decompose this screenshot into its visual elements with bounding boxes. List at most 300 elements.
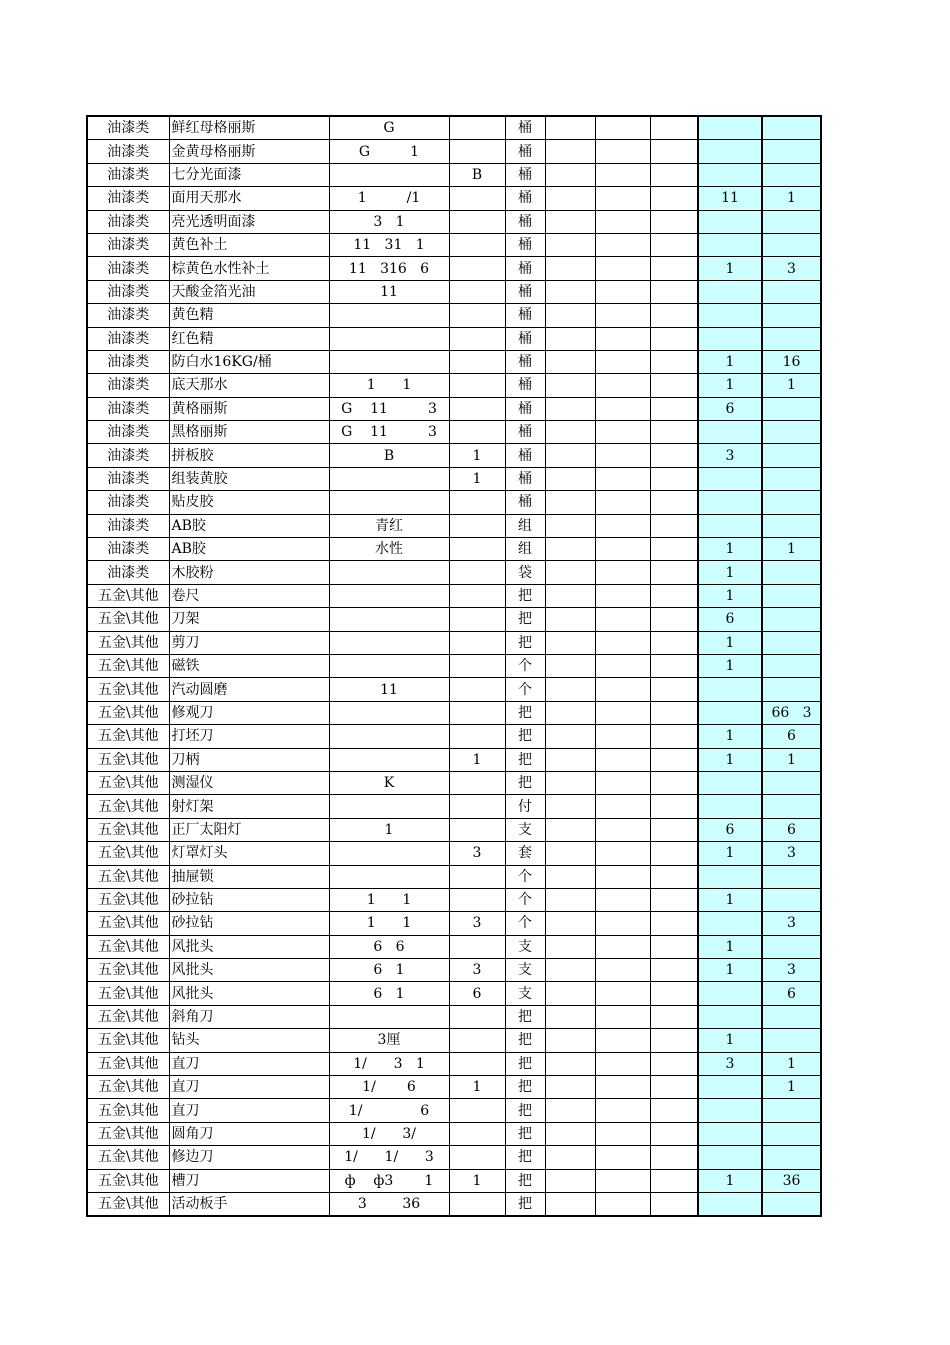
spec-cell[interactable]: K	[329, 771, 449, 794]
qty-k-cell[interactable]: 1	[698, 654, 762, 677]
col-i-cell[interactable]	[595, 701, 650, 724]
extra-cell[interactable]: 3	[449, 959, 505, 982]
qty-l-cell[interactable]: 1	[762, 1052, 821, 1075]
spec-cell[interactable]: 3厘	[329, 1029, 449, 1052]
col-h-cell[interactable]	[545, 187, 595, 210]
extra-cell[interactable]: B	[449, 163, 505, 186]
col-j-cell[interactable]	[650, 374, 698, 397]
category-cell[interactable]: 油漆类	[87, 561, 169, 584]
qty-k-cell[interactable]	[698, 280, 762, 303]
qty-k-cell[interactable]: 1	[698, 959, 762, 982]
col-j-cell[interactable]	[650, 1122, 698, 1145]
extra-cell[interactable]	[449, 327, 505, 350]
qty-l-cell[interactable]	[762, 280, 821, 303]
item-name-cell[interactable]: 黑格丽斯	[169, 421, 329, 444]
col-j-cell[interactable]	[650, 935, 698, 958]
col-h-cell[interactable]	[545, 818, 595, 841]
item-name-cell[interactable]: 修边刀	[169, 1146, 329, 1169]
col-j-cell[interactable]	[650, 842, 698, 865]
col-j-cell[interactable]	[650, 491, 698, 514]
item-name-cell[interactable]: 贴皮胶	[169, 491, 329, 514]
unit-cell[interactable]: 个	[505, 654, 545, 677]
col-j-cell[interactable]	[650, 350, 698, 373]
qty-k-cell[interactable]: 3	[698, 444, 762, 467]
qty-k-cell[interactable]: 1	[698, 561, 762, 584]
col-i-cell[interactable]	[595, 584, 650, 607]
extra-cell[interactable]: 3	[449, 912, 505, 935]
col-j-cell[interactable]	[650, 725, 698, 748]
extra-cell[interactable]	[449, 397, 505, 420]
col-h-cell[interactable]	[545, 233, 595, 256]
extra-cell[interactable]	[449, 116, 505, 140]
category-cell[interactable]: 油漆类	[87, 397, 169, 420]
col-j-cell[interactable]	[650, 959, 698, 982]
col-h-cell[interactable]	[545, 374, 595, 397]
col-j-cell[interactable]	[650, 1099, 698, 1122]
category-cell[interactable]: 五金\其他	[87, 631, 169, 654]
extra-cell[interactable]	[449, 1192, 505, 1216]
category-cell[interactable]: 五金\其他	[87, 1029, 169, 1052]
col-i-cell[interactable]	[595, 912, 650, 935]
col-i-cell[interactable]	[595, 257, 650, 280]
category-cell[interactable]: 五金\其他	[87, 725, 169, 748]
category-cell[interactable]: 油漆类	[87, 538, 169, 561]
unit-cell[interactable]: 袋	[505, 561, 545, 584]
unit-cell[interactable]: 桶	[505, 491, 545, 514]
col-i-cell[interactable]	[595, 444, 650, 467]
extra-cell[interactable]	[449, 1099, 505, 1122]
extra-cell[interactable]	[449, 187, 505, 210]
col-j-cell[interactable]	[650, 748, 698, 771]
col-h-cell[interactable]	[545, 959, 595, 982]
category-cell[interactable]: 五金\其他	[87, 818, 169, 841]
col-j-cell[interactable]	[650, 654, 698, 677]
qty-l-cell[interactable]: 3	[762, 959, 821, 982]
unit-cell[interactable]: 桶	[505, 327, 545, 350]
item-name-cell[interactable]: 黄格丽斯	[169, 397, 329, 420]
extra-cell[interactable]	[449, 631, 505, 654]
qty-k-cell[interactable]: 1	[698, 842, 762, 865]
col-h-cell[interactable]	[545, 935, 595, 958]
item-name-cell[interactable]: 打坯刀	[169, 725, 329, 748]
item-name-cell[interactable]: 剪刀	[169, 631, 329, 654]
qty-l-cell[interactable]: 16	[762, 350, 821, 373]
unit-cell[interactable]: 套	[505, 842, 545, 865]
col-j-cell[interactable]	[650, 514, 698, 537]
col-j-cell[interactable]	[650, 865, 698, 888]
qty-k-cell[interactable]	[698, 210, 762, 233]
spec-cell[interactable]: G	[329, 116, 449, 140]
category-cell[interactable]: 油漆类	[87, 514, 169, 537]
qty-k-cell[interactable]	[698, 795, 762, 818]
unit-cell[interactable]: 桶	[505, 280, 545, 303]
unit-cell[interactable]: 桶	[505, 187, 545, 210]
item-name-cell[interactable]: 风批头	[169, 935, 329, 958]
spec-cell[interactable]	[329, 491, 449, 514]
qty-k-cell[interactable]	[698, 912, 762, 935]
unit-cell[interactable]: 桶	[505, 210, 545, 233]
qty-k-cell[interactable]: 3	[698, 1052, 762, 1075]
col-h-cell[interactable]	[545, 257, 595, 280]
unit-cell[interactable]: 把	[505, 1169, 545, 1192]
item-name-cell[interactable]: 灯罩灯头	[169, 842, 329, 865]
qty-l-cell[interactable]: 3	[762, 842, 821, 865]
col-i-cell[interactable]	[595, 678, 650, 701]
col-h-cell[interactable]	[545, 725, 595, 748]
item-name-cell[interactable]: 防白水16KG/桶	[169, 350, 329, 373]
spec-cell[interactable]	[329, 865, 449, 888]
qty-l-cell[interactable]: 66 3	[762, 701, 821, 724]
unit-cell[interactable]: 桶	[505, 374, 545, 397]
unit-cell[interactable]: 桶	[505, 444, 545, 467]
qty-k-cell[interactable]: 1	[698, 631, 762, 654]
qty-k-cell[interactable]: 1	[698, 374, 762, 397]
category-cell[interactable]: 五金\其他	[87, 1076, 169, 1099]
col-i-cell[interactable]	[595, 795, 650, 818]
qty-l-cell[interactable]	[762, 888, 821, 911]
col-i-cell[interactable]	[595, 491, 650, 514]
col-i-cell[interactable]	[595, 280, 650, 303]
qty-k-cell[interactable]	[698, 421, 762, 444]
qty-k-cell[interactable]: 1	[698, 538, 762, 561]
unit-cell[interactable]: 桶	[505, 397, 545, 420]
qty-l-cell[interactable]	[762, 678, 821, 701]
category-cell[interactable]: 五金\其他	[87, 771, 169, 794]
col-i-cell[interactable]	[595, 935, 650, 958]
qty-k-cell[interactable]	[698, 1076, 762, 1099]
extra-cell[interactable]: 1	[449, 748, 505, 771]
extra-cell[interactable]: 3	[449, 842, 505, 865]
col-h-cell[interactable]	[545, 888, 595, 911]
spec-cell[interactable]	[329, 584, 449, 607]
spec-cell[interactable]: B	[329, 444, 449, 467]
col-i-cell[interactable]	[595, 514, 650, 537]
item-name-cell[interactable]: 磁铁	[169, 654, 329, 677]
category-cell[interactable]: 五金\其他	[87, 748, 169, 771]
col-h-cell[interactable]	[545, 1122, 595, 1145]
qty-k-cell[interactable]	[698, 233, 762, 256]
qty-l-cell[interactable]: 6	[762, 982, 821, 1005]
extra-cell[interactable]	[449, 888, 505, 911]
spec-cell[interactable]: ф ф3 1	[329, 1169, 449, 1192]
col-i-cell[interactable]	[595, 1169, 650, 1192]
item-name-cell[interactable]: 钻头	[169, 1029, 329, 1052]
col-i-cell[interactable]	[595, 1192, 650, 1216]
item-name-cell[interactable]: 组装黄胶	[169, 467, 329, 490]
qty-k-cell[interactable]	[698, 865, 762, 888]
col-i-cell[interactable]	[595, 538, 650, 561]
col-h-cell[interactable]	[545, 304, 595, 327]
item-name-cell[interactable]: 七分光面漆	[169, 163, 329, 186]
item-name-cell[interactable]: 风批头	[169, 959, 329, 982]
item-name-cell[interactable]: 棕黄色水性补土	[169, 257, 329, 280]
col-i-cell[interactable]	[595, 374, 650, 397]
qty-l-cell[interactable]: 6	[762, 725, 821, 748]
col-i-cell[interactable]	[595, 748, 650, 771]
category-cell[interactable]: 五金\其他	[87, 1169, 169, 1192]
category-cell[interactable]: 油漆类	[87, 163, 169, 186]
category-cell[interactable]: 五金\其他	[87, 1192, 169, 1216]
spec-cell[interactable]: 1/ 6	[329, 1099, 449, 1122]
col-h-cell[interactable]	[545, 444, 595, 467]
qty-k-cell[interactable]: 6	[698, 608, 762, 631]
category-cell[interactable]: 五金\其他	[87, 935, 169, 958]
spec-cell[interactable]	[329, 701, 449, 724]
unit-cell[interactable]: 组	[505, 538, 545, 561]
col-i-cell[interactable]	[595, 467, 650, 490]
extra-cell[interactable]	[449, 1005, 505, 1028]
category-cell[interactable]: 五金\其他	[87, 982, 169, 1005]
col-i-cell[interactable]	[595, 982, 650, 1005]
spec-cell[interactable]	[329, 725, 449, 748]
col-h-cell[interactable]	[545, 1052, 595, 1075]
col-h-cell[interactable]	[545, 795, 595, 818]
spec-cell[interactable]: 1 1	[329, 374, 449, 397]
qty-k-cell[interactable]	[698, 116, 762, 140]
item-name-cell[interactable]: 风批头	[169, 982, 329, 1005]
col-j-cell[interactable]	[650, 1052, 698, 1075]
spec-cell[interactable]: G 11 3	[329, 397, 449, 420]
qty-l-cell[interactable]: 1	[762, 187, 821, 210]
qty-l-cell[interactable]: 6	[762, 818, 821, 841]
spec-cell[interactable]: 青红	[329, 514, 449, 537]
col-j-cell[interactable]	[650, 444, 698, 467]
spec-cell[interactable]	[329, 654, 449, 677]
spec-cell[interactable]: 1/ 1/ 3	[329, 1146, 449, 1169]
qty-l-cell[interactable]	[762, 608, 821, 631]
item-name-cell[interactable]: 抽屉锁	[169, 865, 329, 888]
col-h-cell[interactable]	[545, 327, 595, 350]
col-h-cell[interactable]	[545, 1192, 595, 1216]
qty-l-cell[interactable]	[762, 631, 821, 654]
extra-cell[interactable]	[449, 818, 505, 841]
qty-l-cell[interactable]: 36	[762, 1169, 821, 1192]
qty-l-cell[interactable]: 3	[762, 912, 821, 935]
unit-cell[interactable]: 付	[505, 795, 545, 818]
unit-cell[interactable]: 把	[505, 1029, 545, 1052]
unit-cell[interactable]: 个	[505, 865, 545, 888]
unit-cell[interactable]: 把	[505, 701, 545, 724]
col-h-cell[interactable]	[545, 865, 595, 888]
col-h-cell[interactable]	[545, 654, 595, 677]
unit-cell[interactable]: 把	[505, 1122, 545, 1145]
qty-k-cell[interactable]: 1	[698, 350, 762, 373]
unit-cell[interactable]: 把	[505, 748, 545, 771]
item-name-cell[interactable]: 刀架	[169, 608, 329, 631]
col-h-cell[interactable]	[545, 1029, 595, 1052]
item-name-cell[interactable]: 直刀	[169, 1099, 329, 1122]
qty-k-cell[interactable]	[698, 1122, 762, 1145]
qty-l-cell[interactable]	[762, 514, 821, 537]
unit-cell[interactable]: 支	[505, 935, 545, 958]
col-h-cell[interactable]	[545, 116, 595, 140]
qty-k-cell[interactable]	[698, 678, 762, 701]
category-cell[interactable]: 油漆类	[87, 304, 169, 327]
category-cell[interactable]: 油漆类	[87, 421, 169, 444]
col-j-cell[interactable]	[650, 1169, 698, 1192]
qty-k-cell[interactable]: 1	[698, 935, 762, 958]
extra-cell[interactable]	[449, 678, 505, 701]
qty-k-cell[interactable]	[698, 1005, 762, 1028]
category-cell[interactable]: 油漆类	[87, 140, 169, 163]
item-name-cell[interactable]: 修观刀	[169, 701, 329, 724]
item-name-cell[interactable]: 汽动圆磨	[169, 678, 329, 701]
col-j-cell[interactable]	[650, 888, 698, 911]
spec-cell[interactable]: G 1	[329, 140, 449, 163]
extra-cell[interactable]	[449, 795, 505, 818]
unit-cell[interactable]: 桶	[505, 304, 545, 327]
col-j-cell[interactable]	[650, 561, 698, 584]
col-i-cell[interactable]	[595, 187, 650, 210]
qty-k-cell[interactable]	[698, 771, 762, 794]
spec-cell[interactable]	[329, 842, 449, 865]
col-h-cell[interactable]	[545, 163, 595, 186]
qty-l-cell[interactable]	[762, 467, 821, 490]
col-j-cell[interactable]	[650, 982, 698, 1005]
category-cell[interactable]: 五金\其他	[87, 795, 169, 818]
spec-cell[interactable]: 3 36	[329, 1192, 449, 1216]
extra-cell[interactable]	[449, 350, 505, 373]
unit-cell[interactable]: 个	[505, 912, 545, 935]
category-cell[interactable]: 油漆类	[87, 116, 169, 140]
category-cell[interactable]: 油漆类	[87, 374, 169, 397]
unit-cell[interactable]: 桶	[505, 163, 545, 186]
col-i-cell[interactable]	[595, 233, 650, 256]
spec-cell[interactable]	[329, 795, 449, 818]
spec-cell[interactable]	[329, 608, 449, 631]
extra-cell[interactable]	[449, 421, 505, 444]
col-i-cell[interactable]	[595, 1122, 650, 1145]
spec-cell[interactable]	[329, 350, 449, 373]
category-cell[interactable]: 油漆类	[87, 491, 169, 514]
qty-l-cell[interactable]	[762, 795, 821, 818]
unit-cell[interactable]: 把	[505, 1076, 545, 1099]
qty-k-cell[interactable]: 1	[698, 888, 762, 911]
qty-l-cell[interactable]	[762, 327, 821, 350]
unit-cell[interactable]: 桶	[505, 421, 545, 444]
qty-l-cell[interactable]	[762, 421, 821, 444]
col-i-cell[interactable]	[595, 725, 650, 748]
category-cell[interactable]: 五金\其他	[87, 1146, 169, 1169]
extra-cell[interactable]	[449, 304, 505, 327]
qty-k-cell[interactable]: 1	[698, 725, 762, 748]
col-j-cell[interactable]	[650, 233, 698, 256]
item-name-cell[interactable]: 木胶粉	[169, 561, 329, 584]
spec-cell[interactable]: 6 6	[329, 935, 449, 958]
extra-cell[interactable]	[449, 514, 505, 537]
col-i-cell[interactable]	[595, 608, 650, 631]
extra-cell[interactable]	[449, 865, 505, 888]
qty-l-cell[interactable]: 1	[762, 374, 821, 397]
qty-k-cell[interactable]	[698, 163, 762, 186]
extra-cell[interactable]	[449, 491, 505, 514]
qty-k-cell[interactable]	[698, 140, 762, 163]
item-name-cell[interactable]: 刀柄	[169, 748, 329, 771]
extra-cell[interactable]: 6	[449, 982, 505, 1005]
qty-k-cell[interactable]	[698, 982, 762, 1005]
unit-cell[interactable]: 把	[505, 725, 545, 748]
col-i-cell[interactable]	[595, 1099, 650, 1122]
category-cell[interactable]: 五金\其他	[87, 1052, 169, 1075]
category-cell[interactable]: 五金\其他	[87, 1005, 169, 1028]
unit-cell[interactable]: 把	[505, 1005, 545, 1028]
qty-l-cell[interactable]	[762, 1099, 821, 1122]
qty-l-cell[interactable]	[762, 865, 821, 888]
col-i-cell[interactable]	[595, 1146, 650, 1169]
item-name-cell[interactable]: 直刀	[169, 1052, 329, 1075]
qty-k-cell[interactable]: 1	[698, 748, 762, 771]
spec-cell[interactable]	[329, 467, 449, 490]
item-name-cell[interactable]: 圆角刀	[169, 1122, 329, 1145]
unit-cell[interactable]: 支	[505, 959, 545, 982]
extra-cell[interactable]	[449, 210, 505, 233]
qty-k-cell[interactable]	[698, 304, 762, 327]
qty-l-cell[interactable]	[762, 1005, 821, 1028]
col-h-cell[interactable]	[545, 584, 595, 607]
col-j-cell[interactable]	[650, 421, 698, 444]
col-h-cell[interactable]	[545, 140, 595, 163]
col-j-cell[interactable]	[650, 912, 698, 935]
col-h-cell[interactable]	[545, 538, 595, 561]
qty-l-cell[interactable]	[762, 1146, 821, 1169]
qty-l-cell[interactable]: 3	[762, 257, 821, 280]
qty-k-cell[interactable]	[698, 1099, 762, 1122]
spec-cell[interactable]: 6 1	[329, 982, 449, 1005]
qty-k-cell[interactable]: 1	[698, 257, 762, 280]
category-cell[interactable]: 油漆类	[87, 233, 169, 256]
spec-cell[interactable]: 1/ 3/	[329, 1122, 449, 1145]
item-name-cell[interactable]: 直刀	[169, 1076, 329, 1099]
item-name-cell[interactable]: AB胶	[169, 538, 329, 561]
category-cell[interactable]: 五金\其他	[87, 678, 169, 701]
category-cell[interactable]: 五金\其他	[87, 584, 169, 607]
spec-cell[interactable]: 11	[329, 678, 449, 701]
extra-cell[interactable]	[449, 725, 505, 748]
col-i-cell[interactable]	[595, 1029, 650, 1052]
col-j-cell[interactable]	[650, 1076, 698, 1099]
extra-cell[interactable]	[449, 280, 505, 303]
qty-l-cell[interactable]	[762, 561, 821, 584]
col-i-cell[interactable]	[595, 163, 650, 186]
spec-cell[interactable]: G 11 3	[329, 421, 449, 444]
extra-cell[interactable]	[449, 1122, 505, 1145]
col-j-cell[interactable]	[650, 467, 698, 490]
item-name-cell[interactable]: 槽刀	[169, 1169, 329, 1192]
unit-cell[interactable]: 桶	[505, 116, 545, 140]
category-cell[interactable]: 五金\其他	[87, 608, 169, 631]
item-name-cell[interactable]: 面用天那水	[169, 187, 329, 210]
col-h-cell[interactable]	[545, 771, 595, 794]
spec-cell[interactable]	[329, 748, 449, 771]
spec-cell[interactable]	[329, 1005, 449, 1028]
unit-cell[interactable]: 把	[505, 1192, 545, 1216]
col-j-cell[interactable]	[650, 584, 698, 607]
qty-k-cell[interactable]	[698, 514, 762, 537]
col-h-cell[interactable]	[545, 1076, 595, 1099]
extra-cell[interactable]	[449, 233, 505, 256]
col-j-cell[interactable]	[650, 257, 698, 280]
category-cell[interactable]: 油漆类	[87, 210, 169, 233]
item-name-cell[interactable]: 金黄母格丽斯	[169, 140, 329, 163]
col-h-cell[interactable]	[545, 748, 595, 771]
qty-k-cell[interactable]: 6	[698, 397, 762, 420]
col-h-cell[interactable]	[545, 912, 595, 935]
col-i-cell[interactable]	[595, 397, 650, 420]
col-h-cell[interactable]	[545, 608, 595, 631]
item-name-cell[interactable]: 砂拉钻	[169, 912, 329, 935]
col-i-cell[interactable]	[595, 1076, 650, 1099]
col-i-cell[interactable]	[595, 654, 650, 677]
